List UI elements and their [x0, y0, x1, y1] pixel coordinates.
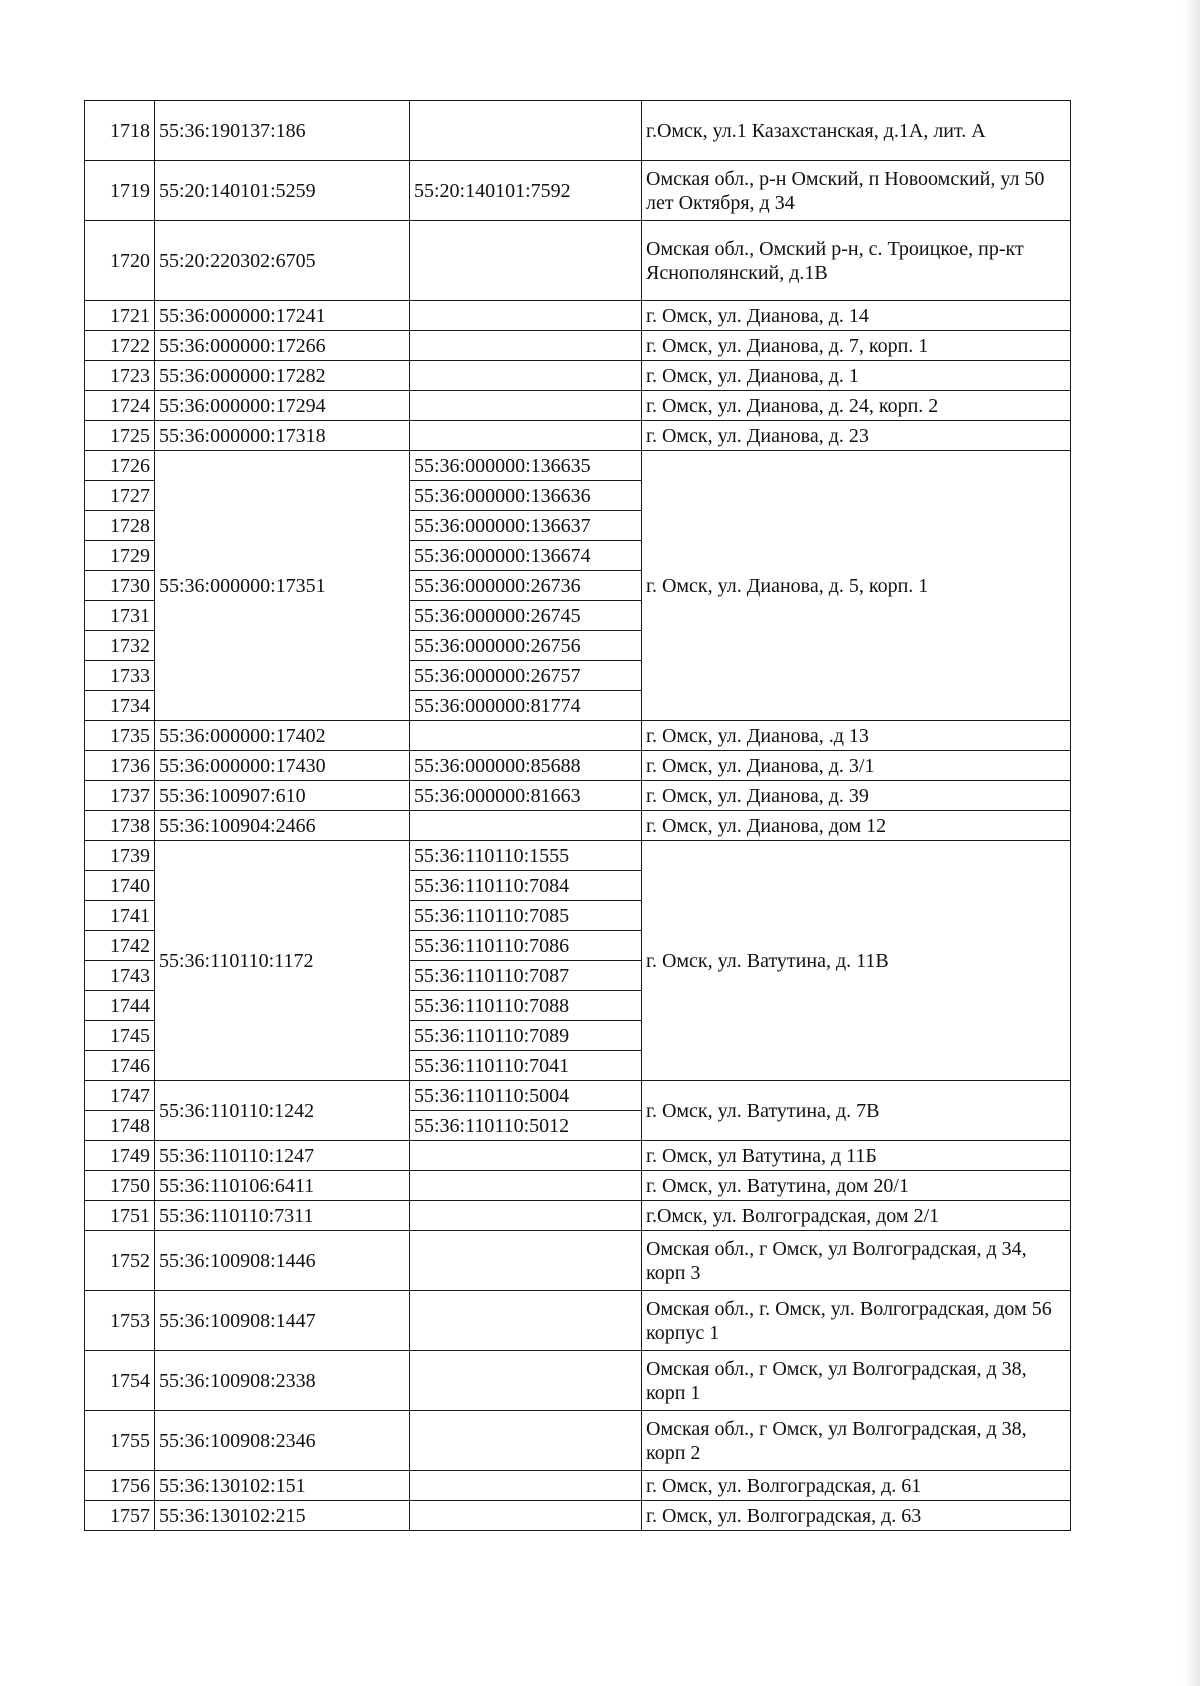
cadastral-number: 55:36:000000:17351 [155, 451, 410, 721]
related-cadastral-number [410, 391, 642, 421]
related-cadastral-number [410, 1201, 642, 1231]
related-cadastral-number [410, 1471, 642, 1501]
related-cadastral-number [410, 1501, 642, 1531]
address: Омская обл., г. Омск, ул. Волгоградская, дом 56 корпус 1 [642, 1291, 1071, 1351]
address: Омская обл., г Омск, ул Волгоградская, д 34, корп 3 [642, 1231, 1071, 1291]
related-cadastral-number [410, 1171, 642, 1201]
related-cadastral-number: 55:36:110110:7089 [410, 1021, 642, 1051]
row-number: 1747 [85, 1081, 155, 1111]
address: г. Омск, ул. Дианова, д. 7, корп. 1 [642, 331, 1071, 361]
related-cadastral-number: 55:36:110110:1555 [410, 841, 642, 871]
related-cadastral-number [410, 101, 642, 161]
row-number: 1743 [85, 961, 155, 991]
related-cadastral-number: 55:36:110110:5012 [410, 1111, 642, 1141]
address: г. Омск, ул. Ватутина, д. 7В [642, 1081, 1071, 1141]
cadastral-number: 55:36:190137:186 [155, 101, 410, 161]
table-row [85, 331, 1071, 361]
row-number: 1729 [85, 541, 155, 571]
row-number: 1736 [85, 751, 155, 781]
address: г.Омск, ул.1 Казахстанская, д.1А, лит. А [642, 101, 1071, 161]
table-row [85, 361, 1071, 391]
table-row [85, 1351, 1071, 1411]
address: г. Омск, ул. Дианова, д. 23 [642, 421, 1071, 451]
table-row [85, 811, 1071, 841]
cadastral-number: 55:36:100908:2338 [155, 1351, 410, 1411]
address: г. Омск, ул. Дианова, д. 24, корп. 2 [642, 391, 1071, 421]
related-cadastral-number: 55:36:000000:85688 [410, 751, 642, 781]
related-cadastral-number: 55:36:000000:26736 [410, 571, 642, 601]
table-row [85, 781, 1071, 811]
related-cadastral-number [410, 421, 642, 451]
row-number: 1718 [85, 101, 155, 161]
row-number: 1735 [85, 721, 155, 751]
row-number: 1753 [85, 1291, 155, 1351]
table-row [85, 751, 1071, 781]
address: г. Омск, ул. Ватутина, д. 11В [642, 841, 1071, 1081]
row-number: 1738 [85, 811, 155, 841]
table-row [85, 1081, 1071, 1111]
related-cadastral-number: 55:36:110110:7085 [410, 901, 642, 931]
cadastral-number: 55:36:100907:610 [155, 781, 410, 811]
address: г. Омск, ул. Дианова, д. 1 [642, 361, 1071, 391]
row-number: 1733 [85, 661, 155, 691]
related-cadastral-number: 55:36:000000:136636 [410, 481, 642, 511]
related-cadastral-number [410, 721, 642, 751]
table-row [85, 221, 1071, 301]
address: Омская обл., г Омск, ул Волгоградская, д 38, корп 1 [642, 1351, 1071, 1411]
row-number: 1724 [85, 391, 155, 421]
related-cadastral-number: 55:36:110110:5004 [410, 1081, 642, 1111]
cadastral-number: 55:36:000000:17402 [155, 721, 410, 751]
table-row [85, 1291, 1071, 1351]
cadastral-number: 55:36:000000:17294 [155, 391, 410, 421]
cadastral-number: 55:36:000000:17266 [155, 331, 410, 361]
related-cadastral-number [410, 1141, 642, 1171]
row-number: 1730 [85, 571, 155, 601]
table-row [85, 101, 1071, 161]
table-row [85, 301, 1071, 331]
address: г. Омск, ул Ватутина, д 11Б [642, 1141, 1071, 1171]
row-number: 1726 [85, 451, 155, 481]
row-number: 1725 [85, 421, 155, 451]
cadastral-number: 55:36:000000:17430 [155, 751, 410, 781]
related-cadastral-number [410, 811, 642, 841]
table-row [85, 1411, 1071, 1471]
related-cadastral-number [410, 301, 642, 331]
cadastral-number: 55:36:100908:2346 [155, 1411, 410, 1471]
cadastral-number: 55:36:110110:1172 [155, 841, 410, 1081]
row-number: 1756 [85, 1471, 155, 1501]
related-cadastral-number: 55:36:000000:26756 [410, 631, 642, 661]
related-cadastral-number [410, 361, 642, 391]
row-number: 1728 [85, 511, 155, 541]
related-cadastral-number: 55:36:110110:7084 [410, 871, 642, 901]
table-row [85, 451, 1071, 481]
table-row [85, 391, 1071, 421]
related-cadastral-number: 55:36:000000:26757 [410, 661, 642, 691]
related-cadastral-number: 55:36:000000:136635 [410, 451, 642, 481]
registry-table [84, 100, 1071, 1531]
table-row [85, 1141, 1071, 1171]
cadastral-number: 55:36:110106:6411 [155, 1171, 410, 1201]
table-row [85, 1171, 1071, 1201]
table-row [85, 721, 1071, 751]
cadastral-number: 55:36:100904:2466 [155, 811, 410, 841]
address: г. Омск, ул. Дианова, .д 13 [642, 721, 1071, 751]
table-row [85, 841, 1071, 871]
row-number: 1754 [85, 1351, 155, 1411]
row-number: 1731 [85, 601, 155, 631]
scan-edge-shadow [1182, 0, 1200, 1686]
row-number: 1732 [85, 631, 155, 661]
related-cadastral-number [410, 1411, 642, 1471]
related-cadastral-number: 55:36:000000:81774 [410, 691, 642, 721]
cadastral-number: 55:36:100908:1446 [155, 1231, 410, 1291]
related-cadastral-number [410, 1291, 642, 1351]
related-cadastral-number: 55:36:000000:136674 [410, 541, 642, 571]
cadastral-number: 55:36:130102:215 [155, 1501, 410, 1531]
row-number: 1740 [85, 871, 155, 901]
row-number: 1722 [85, 331, 155, 361]
cadastral-number: 55:36:000000:17241 [155, 301, 410, 331]
row-number: 1750 [85, 1171, 155, 1201]
related-cadastral-number [410, 331, 642, 361]
cadastral-number: 55:36:000000:17318 [155, 421, 410, 451]
cadastral-number: 55:36:000000:17282 [155, 361, 410, 391]
row-number: 1723 [85, 361, 155, 391]
related-cadastral-number: 55:20:140101:7592 [410, 161, 642, 221]
cadastral-number: 55:36:110110:1242 [155, 1081, 410, 1141]
row-number: 1727 [85, 481, 155, 511]
row-number: 1751 [85, 1201, 155, 1231]
cadastral-number: 55:36:110110:1247 [155, 1141, 410, 1171]
related-cadastral-number: 55:36:110110:7088 [410, 991, 642, 1021]
address: г. Омск, ул. Дианова, д. 5, корп. 1 [642, 451, 1071, 721]
related-cadastral-number: 55:36:110110:7087 [410, 961, 642, 991]
related-cadastral-number: 55:36:000000:26745 [410, 601, 642, 631]
row-number: 1734 [85, 691, 155, 721]
address: г. Омск, ул. Дианова, д. 3/1 [642, 751, 1071, 781]
address: г. Омск, ул. Волгоградская, д. 63 [642, 1501, 1071, 1531]
table-row [85, 421, 1071, 451]
row-number: 1744 [85, 991, 155, 1021]
table-row [85, 161, 1071, 221]
address: г. Омск, ул. Дианова, д. 14 [642, 301, 1071, 331]
table-row [85, 1201, 1071, 1231]
address: г. Омск, ул. Дианова, дом 12 [642, 811, 1071, 841]
row-number: 1757 [85, 1501, 155, 1531]
address: г.Омск, ул. Волгоградская, дом 2/1 [642, 1201, 1071, 1231]
row-number: 1748 [85, 1111, 155, 1141]
table-row [85, 1471, 1071, 1501]
cadastral-number: 55:36:130102:151 [155, 1471, 410, 1501]
cadastral-number: 55:20:220302:6705 [155, 221, 410, 301]
cadastral-number: 55:20:140101:5259 [155, 161, 410, 221]
row-number: 1719 [85, 161, 155, 221]
cadastral-number: 55:36:100908:1447 [155, 1291, 410, 1351]
row-number: 1741 [85, 901, 155, 931]
related-cadastral-number: 55:36:110110:7086 [410, 931, 642, 961]
row-number: 1739 [85, 841, 155, 871]
table-row [85, 1501, 1071, 1531]
row-number: 1742 [85, 931, 155, 961]
address: Омская обл., р-н Омский, п Новоомский, ул 50 лет Октября, д 34 [642, 161, 1071, 221]
related-cadastral-number [410, 221, 642, 301]
address: г. Омск, ул. Дианова, д. 39 [642, 781, 1071, 811]
row-number: 1737 [85, 781, 155, 811]
row-number: 1720 [85, 221, 155, 301]
row-number: 1746 [85, 1051, 155, 1081]
row-number: 1749 [85, 1141, 155, 1171]
related-cadastral-number: 55:36:000000:136637 [410, 511, 642, 541]
table-row [85, 1231, 1071, 1291]
related-cadastral-number [410, 1351, 642, 1411]
address: г. Омск, ул. Волгоградская, д. 61 [642, 1471, 1071, 1501]
address: Омская обл., г Омск, ул Волгоградская, д 38, корп 2 [642, 1411, 1071, 1471]
row-number: 1752 [85, 1231, 155, 1291]
row-number: 1755 [85, 1411, 155, 1471]
related-cadastral-number: 55:36:000000:81663 [410, 781, 642, 811]
address: г. Омск, ул. Ватутина, дом 20/1 [642, 1171, 1071, 1201]
cadastral-number: 55:36:110110:7311 [155, 1201, 410, 1231]
row-number: 1721 [85, 301, 155, 331]
address: Омская обл., Омский р-н, с. Троицкое, пр-кт Яснополянский, д.1В [642, 221, 1071, 301]
related-cadastral-number [410, 1231, 642, 1291]
row-number: 1745 [85, 1021, 155, 1051]
related-cadastral-number: 55:36:110110:7041 [410, 1051, 642, 1081]
